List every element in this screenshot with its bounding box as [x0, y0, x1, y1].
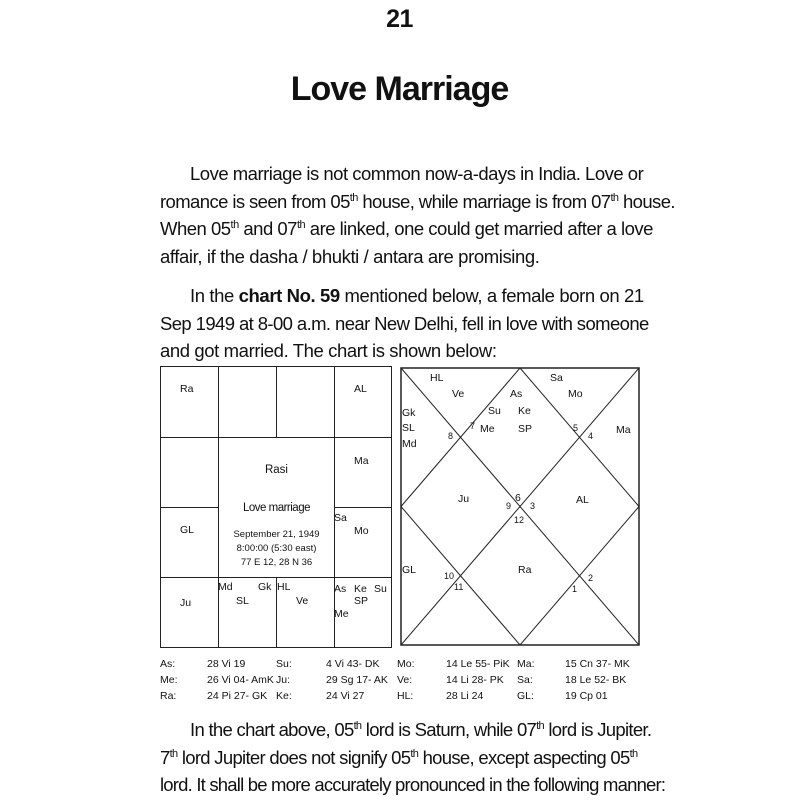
table-cell: 24 Vi 27 [326, 690, 365, 702]
planet-label: SP [354, 595, 369, 607]
planet-label: Mo [568, 388, 583, 400]
house-number: 6 [515, 492, 521, 504]
table-cell: Me: [160, 674, 178, 686]
text-span: In the [190, 285, 239, 306]
planet-label: Ve [452, 388, 465, 400]
text-span: are linked, one could get married after a love [305, 218, 653, 239]
house-box [276, 366, 335, 438]
table-cell: Ma: [517, 658, 535, 670]
text-span: mentioned below, a female born on 21 [339, 285, 644, 306]
planet-label: As [510, 388, 523, 400]
superscript: th [629, 747, 638, 760]
planet-label: Mo [354, 525, 369, 537]
house-number: 1 [572, 584, 578, 594]
chart-center-rasi: Rasi [264, 464, 288, 476]
planet-label: GL [402, 564, 417, 576]
superscript: th [610, 191, 619, 204]
table-cell: Ra: [160, 690, 177, 702]
planet-label: Su [488, 405, 501, 417]
planet-label: HL [277, 581, 291, 593]
text-span: house, while marriage is from 07 [357, 190, 611, 212]
table-cell: Su: [276, 658, 292, 670]
house-box [160, 577, 219, 648]
planet-label: AL [354, 383, 367, 395]
house-box [334, 366, 392, 438]
paragraph-chart-intro [160, 282, 649, 365]
text-span: lord is Saturn, while 07 [361, 719, 537, 740]
chart-center-coords: 77 E 12, 28 N 36 [240, 557, 313, 568]
planet-label: Me [334, 608, 349, 620]
planet-label: Sa [550, 372, 563, 384]
house-number: 7 [470, 421, 476, 431]
text-span: When 05 [160, 218, 231, 239]
superscript: th [349, 191, 358, 204]
superscript: th [230, 219, 239, 231]
table-cell: 18 Le 52- BK [565, 674, 627, 686]
planet-label: SP [518, 423, 533, 435]
table-cell: Ju: [276, 674, 291, 686]
planet-label: Me [480, 423, 495, 435]
table-cell: 24 Pi 27- GK [207, 690, 268, 702]
text-span: and 07 [238, 218, 297, 239]
house-box [218, 366, 277, 438]
planet-label: Md [218, 581, 233, 593]
house-number: 11 [454, 582, 464, 592]
superscript: th [536, 720, 544, 732]
planet-label: SL [402, 422, 415, 434]
planet-label: Ke [354, 583, 367, 595]
text-line: lord. It shall be more accurately pronounced in the following manner: [160, 774, 666, 795]
table-cell: 15 Cn 37- MK [565, 658, 630, 670]
table-cell: 29 Sg 17- AK [326, 674, 388, 686]
house-number: 10 [444, 571, 455, 581]
planet-label: SL [236, 595, 249, 607]
text-line: and got married. The chart is shown below: [160, 340, 497, 361]
planet-label: GL [180, 524, 195, 536]
planet-label: Ke [518, 405, 531, 417]
south-indian-chart [160, 366, 392, 648]
page-number: 21 [386, 5, 413, 33]
table-cell: Ke: [276, 690, 292, 702]
house-box [160, 507, 219, 578]
paragraph-analysis [160, 716, 666, 799]
planet-label: Ra [180, 383, 194, 395]
text-span: house. [618, 190, 675, 212]
superscript: th [353, 720, 362, 732]
text-span: 7 [160, 746, 170, 768]
house-box [160, 437, 219, 508]
planet-label: Ju [180, 597, 192, 609]
chart-center-time: 8:00:00 (5:30 east) [236, 543, 317, 554]
text-span: In the chart above, 05 [190, 719, 354, 740]
chart-center-label: Love marriage [242, 502, 310, 514]
table-cell: 26 Vi 04- AmK [207, 674, 274, 686]
superscript: th [296, 219, 306, 231]
text-span: romance is seen from 05 [160, 190, 350, 212]
table-cell: HL: [397, 690, 414, 702]
planet-label: AL [576, 494, 589, 506]
text-span: lord Jupiter does not signify 05 [177, 746, 411, 768]
house-number: 3 [530, 501, 536, 511]
text-line: Love marriage is not common now-a-days in India. Love or [190, 163, 644, 184]
table-cell: Sa: [517, 674, 533, 686]
planet-label: Ve [296, 595, 309, 607]
table-cell: Ve: [397, 674, 413, 686]
house-number: 12 [514, 515, 525, 525]
text-line: affair, if the dasha / bhukti / antara are promising. [160, 245, 540, 267]
text-span: lord is Jupiter. [543, 719, 652, 740]
house-number: 4 [588, 431, 594, 441]
planet-label: Ma [616, 424, 631, 436]
planet-label: Md [402, 438, 417, 450]
planet-label: Ma [354, 455, 369, 467]
planet-label: Su [374, 583, 387, 595]
chart-center-date: September 21, 1949 [233, 529, 320, 540]
planet-label: Gk [258, 581, 272, 593]
house-number: 8 [448, 431, 454, 441]
planet-label: Ra [518, 564, 532, 576]
planet-label: As [334, 583, 347, 595]
planet-label: Sa [334, 512, 347, 524]
table-cell: 28 Vi 19 [207, 658, 246, 670]
north-indian-chart [400, 367, 640, 646]
text-span: house, except aspecting 05 [418, 746, 630, 768]
house-number: 5 [573, 423, 579, 433]
planet-label: HL [430, 372, 444, 384]
house-box [334, 437, 392, 508]
table-cell: 28 Li 24 [446, 690, 484, 702]
house-box [160, 366, 219, 438]
chapter-title: Love Marriage [290, 70, 509, 108]
chart-reference: chart No. 59 [238, 285, 340, 306]
superscript: th [169, 747, 178, 760]
table-cell: As: [160, 658, 176, 670]
table-cell: 14 Le 55- PiK [446, 658, 510, 670]
house-number: 2 [588, 573, 594, 583]
table-cell: Mo: [397, 658, 415, 670]
planet-label: Gk [402, 407, 416, 419]
superscript: th [410, 747, 419, 760]
table-cell: 4 Vi 43- DK [326, 658, 380, 670]
planet-label: Ju [458, 493, 470, 505]
table-cell: 19 Cp 01 [565, 690, 608, 702]
house-number: 9 [506, 501, 512, 511]
text-line: Sep 1949 at 8-00 a.m. near New Delhi, fell in love with someone [160, 312, 649, 334]
table-cell: 14 Li 28- PK [446, 674, 504, 686]
table-cell: GL: [517, 690, 534, 702]
paragraph-intro [160, 160, 675, 270]
